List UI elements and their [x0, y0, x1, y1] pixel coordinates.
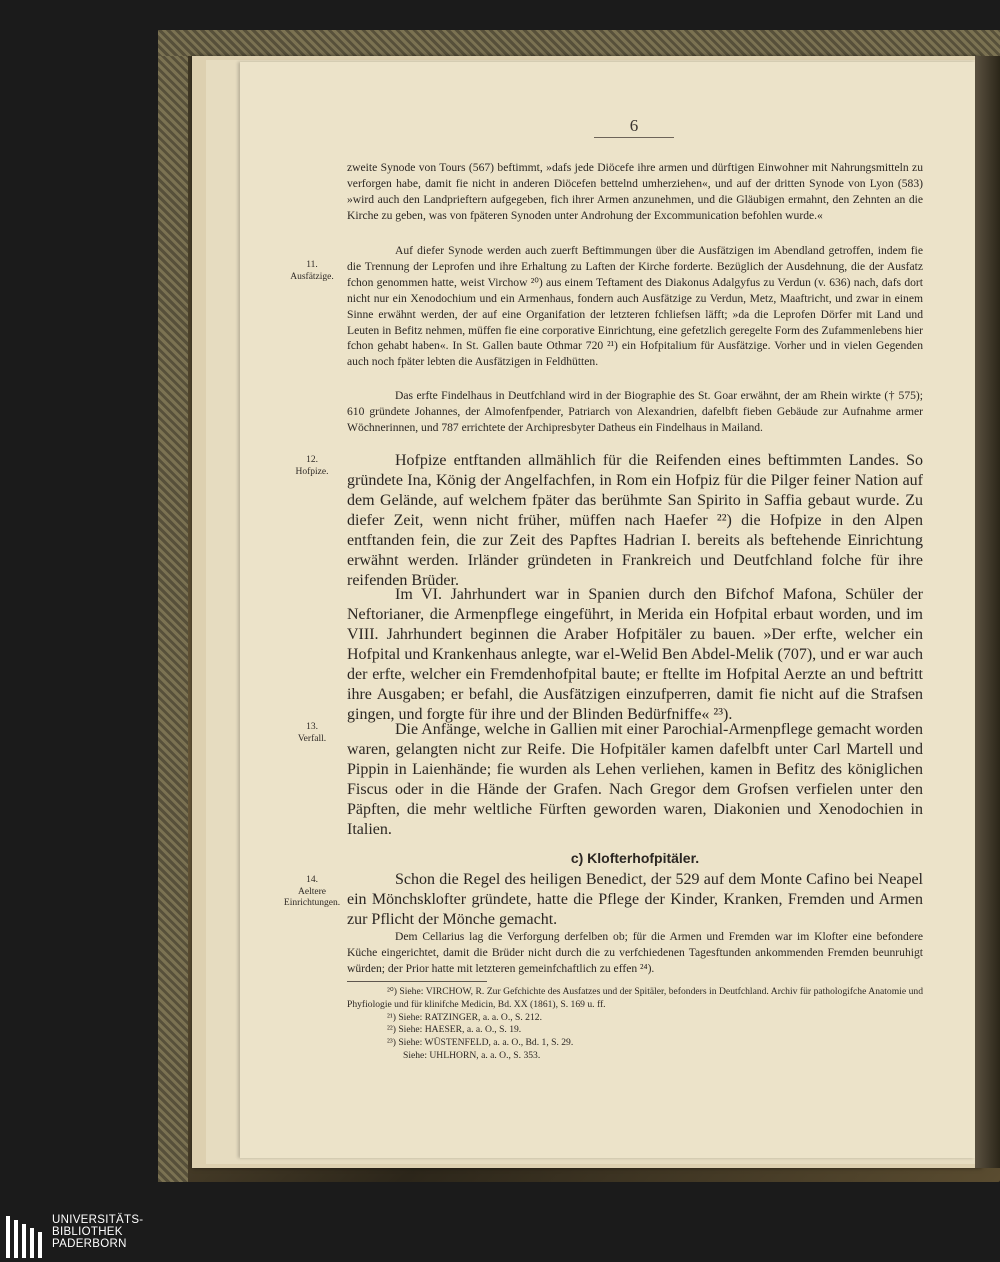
- margin-note-12: [276, 455, 348, 478]
- intro-paragraph: zweite Synode von Tours (567) beftimmt, »dafs jede Diöcefe ihre armen und dürftigen Einwohner mit Nahrungsmitteln zu verforgen habe, damit fie nicht in anderen Diöcefen bettelnd umherziehen«, und auf der dritten Synode von Lyon (583) »wird auch den Landprieftern aufgegeben, fich ihrer Armen anzunehmen, und die Gläubigen ermahnt, den Zehnten an die Kirche zu geben, was von fpäteren Synoden unter Androhung der Excommunication befohlen wurde.«: [347, 161, 923, 222]
- library-name: [52, 1214, 143, 1251]
- library-name-line-2: BIBLIOTHEK: [52, 1226, 123, 1239]
- page-number-rule: [594, 137, 674, 138]
- footnote-20: ²⁰) Siehe: VIRCHOW, R. Zur Gefchichte des Ausfatzes und der Spitäler, befonders in Deutfchland. Archiv für pathologifche Anatomie und Phyfiologie und für klinifche Medicin, Bd. XX (1861), S. 169 u. ff.: [347, 986, 923, 1010]
- margin-note-title: Aeltere: [298, 886, 326, 897]
- margin-note-title-2: Einrichtungen.: [283, 898, 341, 908]
- margin-note-number: 14.: [306, 875, 318, 885]
- library-name-line-3: PADERBORN: [52, 1238, 127, 1251]
- footnote-21: ²¹) Siehe: RATZINGER, a. a. O., S. 212.: [387, 1011, 542, 1023]
- book-spine: [158, 30, 188, 1182]
- foundling-paragraph: Das erfte Findelhaus in Deutfchland wird in der Biographie des St. Goar erwähnt, der am Rhein wirkte († 575); 610 gründete Johannes, der Almofenfpender, Patriarch von Alexandrien, dafelbft fieben Gebäude zur Aufnahme armer Wöchnerinnen, und 787 errichtete der Archipresbyter Datheus ein Findelhaus in Mailand.: [347, 389, 923, 434]
- library-banner: [0, 1212, 1000, 1262]
- footnote-23: ²³) Siehe: WÜSTENFELD, a. a. O., Bd. 1, S. 29.: [387, 1037, 574, 1049]
- library-name-line-1: UNIVERSITÄTS-: [52, 1214, 144, 1226]
- margin-note-13: [276, 722, 348, 745]
- margin-note-title: Hofpize.: [295, 466, 329, 477]
- section-heading: c) Klofterhofpitäler.: [570, 850, 700, 866]
- page-number: 6: [629, 116, 639, 135]
- cellarius-paragraph: Dem Cellarius lag die Verforgung derfelben ob; für die Armen und Fremden war im Klofter eine befondere Küche eingerichtet, damit die Brüder nicht durch die zu verfchiedenen Tagesftunden ankommenden Fremden beunruhigt würden; der Prior hatte mit letzteren gemeinfchaftlich zu effen ²⁴).: [347, 930, 923, 975]
- footnotes: [347, 986, 923, 1063]
- margin-note-number: 11.: [306, 260, 318, 270]
- margin-note-number: 13.: [306, 722, 318, 732]
- spain-paragraph: Im VI. Jahrhundert war in Spanien durch den Bifchof Mafona, Schüler der Neftorianer, die Armenpflege eingeführt, in Merida ein Hofpital erbaut worden, und im VIII. Jahrhundert beginnen die Araber Hofpitäler zu bauen. »Der erfte, welcher ein Hofpital und Krankenhaus anlegte, war el-Welid Ben Abdel-Melik (707), und er war auch der erfte, welcher ein Fremdenhofpital baute; er ftellte im Hofpital Aerzte an und beftritt ihre Ausgaben; er befahl, die Ausfätzigen einzufperren, damit fie nicht auf die Strafsen gingen, und forgte für ihre und der Blinden Bedürfniffe« ²³).: [347, 586, 923, 723]
- margin-note-title: Verfall.: [297, 733, 327, 744]
- monastery-paragraph: Schon die Regel des heiligen Benedict, der 529 auf dem Monte Cafino bei Neapel ein Mönchsklofter gründete, hatte die Pflege der Kinder, Kranken, Fremden und Armen zur Pflicht der Mönche gemacht.: [347, 871, 923, 928]
- page-right-edge: [975, 56, 1000, 1168]
- book-top-edge: [158, 30, 1000, 56]
- margin-note-title: Ausfätzige.: [290, 271, 334, 282]
- footnote-rule: [347, 981, 487, 982]
- library-logo-icon: [6, 1216, 46, 1258]
- decline-paragraph: Die Anfänge, welche in Gallien mit einer Parochial-Armenpflege gemacht worden waren, gelangten nicht zur Reife. Die Hofpitäler kamen dafelbft unter Carl Martell und Pippin in Laienhände; fie wurden als Lehen verliehen, kamen in Befitz des königlichen Fiscus oder in die Hände der Grafen. Nach Gregor dem Grofsen verfielen unter den Päpften, die mehr weltliche Fürften geworden waren, Diakonien und Xenodochien in Italien.: [347, 721, 923, 838]
- footnote-22: ²²) Siehe: HAESER, a. a. O., S. 19.: [387, 1024, 522, 1036]
- footnote-uhlhorn: Siehe: UHLHORN, a. a. O., S. 353.: [403, 1049, 541, 1061]
- margin-note-number: 12.: [306, 455, 318, 465]
- hospice-paragraph: Hofpize entftanden allmählich für die Reifenden eines beftimmten Landes. So gründete Ina, König der Angelfachfen, in Rom ein Hofpiz für die Pilger feiner Nation auf dem Gelände, auf welchem fpäter das berühmte San Spirito in Saffia gebaut wurde. Zu diefer Zeit, wenn nicht früher, müffen nach Haefer ²²) die Hofpize in den Alpen entftanden fein, die zur Zeit des Papftes Hadrian I. bereits als beftehende Einrichtung erwähnt werden. Irländer gründeten in Frankreich und Deutfchland folche für ihre reifenden Brüder.: [347, 452, 923, 589]
- margin-note-14: [276, 875, 348, 910]
- margin-note-11: [276, 260, 348, 283]
- leprosy-paragraph: Auf diefer Synode werden auch zuerft Beftimmungen über die Ausfätzigen im Abendland getroffen, indem fie die Trennung der Leprofen und ihre Erhaltung zu Laften der Kirche forderte. Bezüglich der Ausdehnung, die der Ausfatz fchon genommen hatte, weist Virchow ²⁰) aus einem Teftament des Diakonus Adalgyfus zu Verdun (v. 636) nach, dafs dort nicht nur ein Xenodochium und ein Armenhaus, fondern auch Ausfätzige zu Verdun, Metz, Maaftricht, und zwar in einem Sinne erwähnt werden, der auf eine Organifation der letzteren fchliefsen läfft; »da die Leprofen Dörfer mit Land und Leuten in Befitz nehmen, müffen fie eine corporative Einrichtung, eine gefetzlich geregelte Form des Zufammenlebens hier fchon gehabt haben«. In St. Gallen baute Othmar 720 ²¹) ein Hofpitalium für Ausfätzige. Vorher und in vielen Gegenden auch noch fpäter lebten die Ausfätzigen in Feldhütten.: [347, 244, 923, 369]
